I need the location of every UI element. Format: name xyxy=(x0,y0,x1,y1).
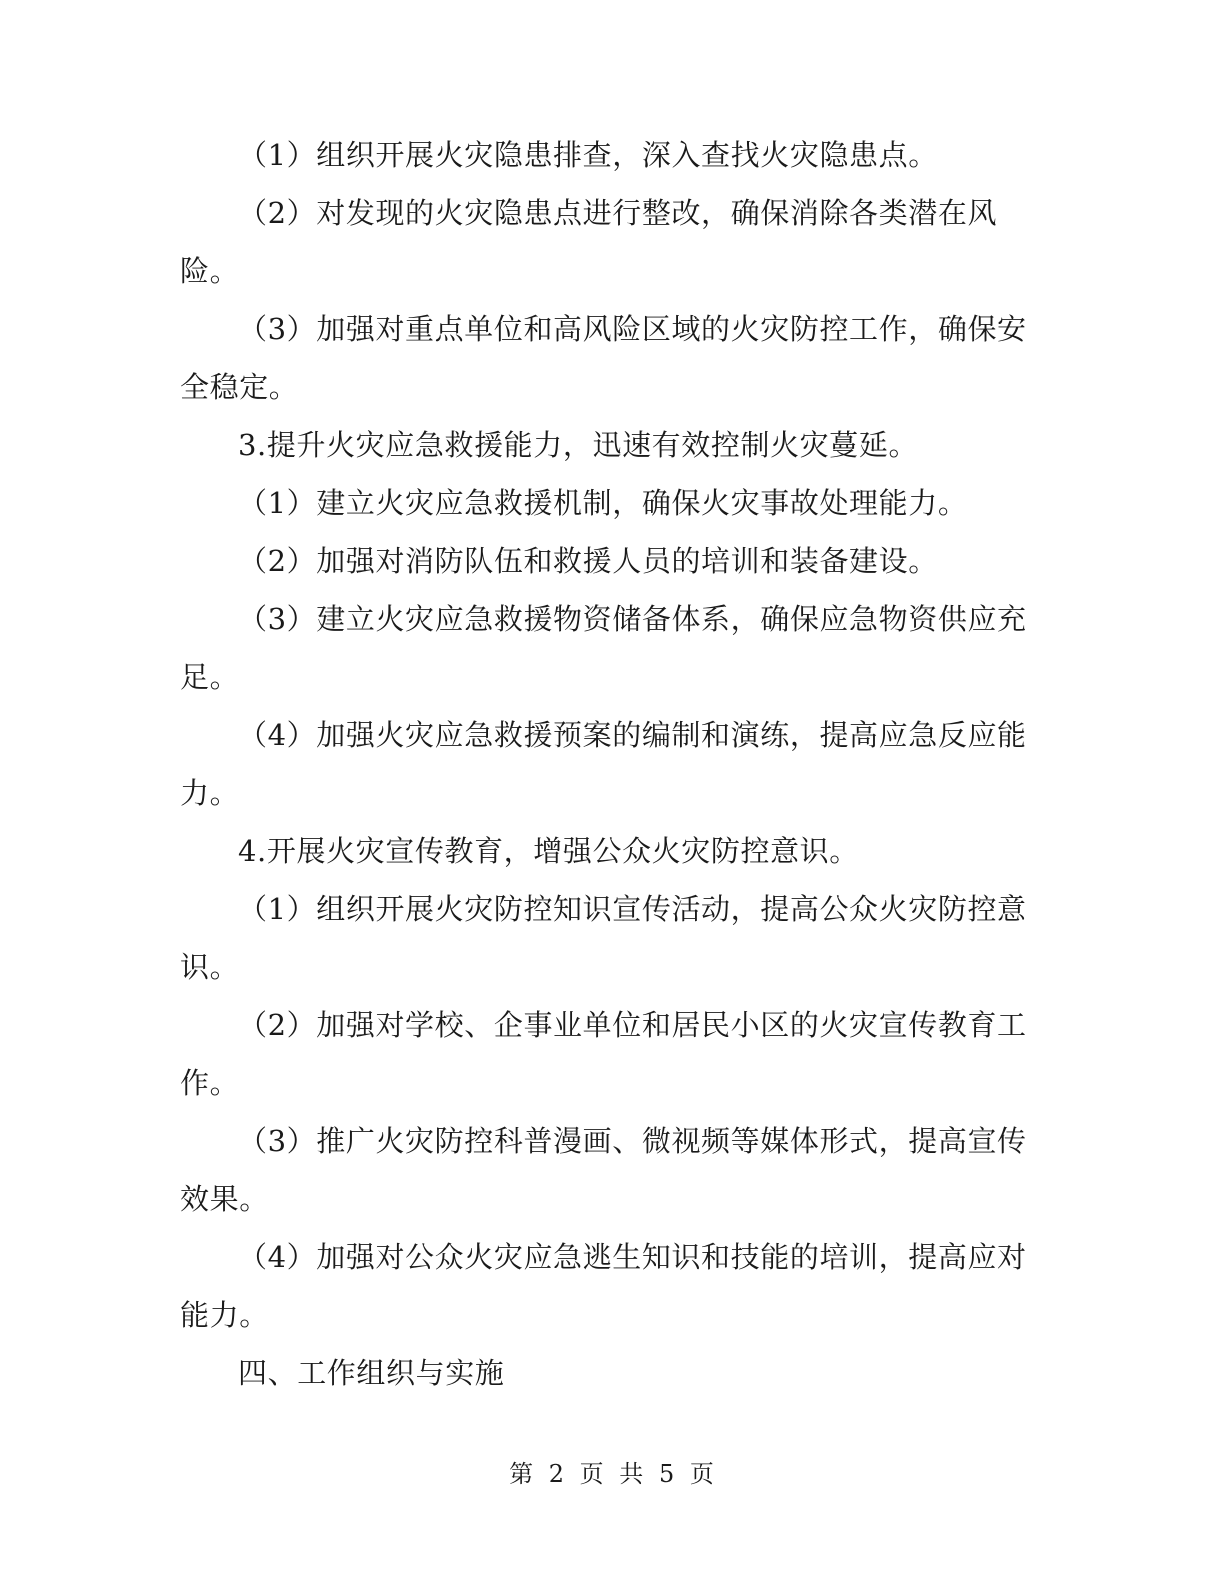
paragraph: （4）加强对公众火灾应急逃生知识和技能的培训，提高应对能力。 xyxy=(180,1240,1027,1332)
section-heading: 4.开展火灾宣传教育，增强公众火灾防控意识。 xyxy=(238,834,859,868)
paragraph: （2）对发现的火灾隐患点进行整改，确保消除各类潜在风险。 xyxy=(180,196,998,288)
paragraph: （3）加强对重点单位和高风险区域的火灾防控工作，确保安全稳定。 xyxy=(180,312,1027,404)
paragraph: （3）推广火灾防控科普漫画、微视频等媒体形式，提高宣传效果。 xyxy=(180,1124,1027,1216)
paragraph: （2）加强对学校、企事业单位和居民小区的火灾宣传教育工作。 xyxy=(180,1008,1027,1100)
section-heading: 3.提升火灾应急救援能力，迅速有效控制火灾蔓延。 xyxy=(238,428,919,462)
paragraph: （1）组织开展火灾防控知识宣传活动，提高公众火灾防控意识。 xyxy=(180,892,1027,984)
document-body xyxy=(180,126,1030,1402)
paragraph: （1）组织开展火灾隐患排查，深入查找火灾隐患点。 xyxy=(238,138,938,172)
paragraph: （2）加强对消防队伍和救援人员的培训和装备建设。 xyxy=(238,544,938,578)
paragraph: （4）加强火灾应急救援预案的编制和演练，提高应急反应能力。 xyxy=(180,718,1027,810)
paragraph: （1）建立火灾应急救援机制，确保火灾事故处理能力。 xyxy=(238,486,968,520)
page-number-footer: 第 2 页 共 5 页 xyxy=(509,1460,715,1488)
chapter-heading: 四、工作组织与实施 xyxy=(238,1356,505,1390)
paragraph: （3）建立火灾应急救援物资储备体系，确保应急物资供应充足。 xyxy=(180,602,1027,694)
